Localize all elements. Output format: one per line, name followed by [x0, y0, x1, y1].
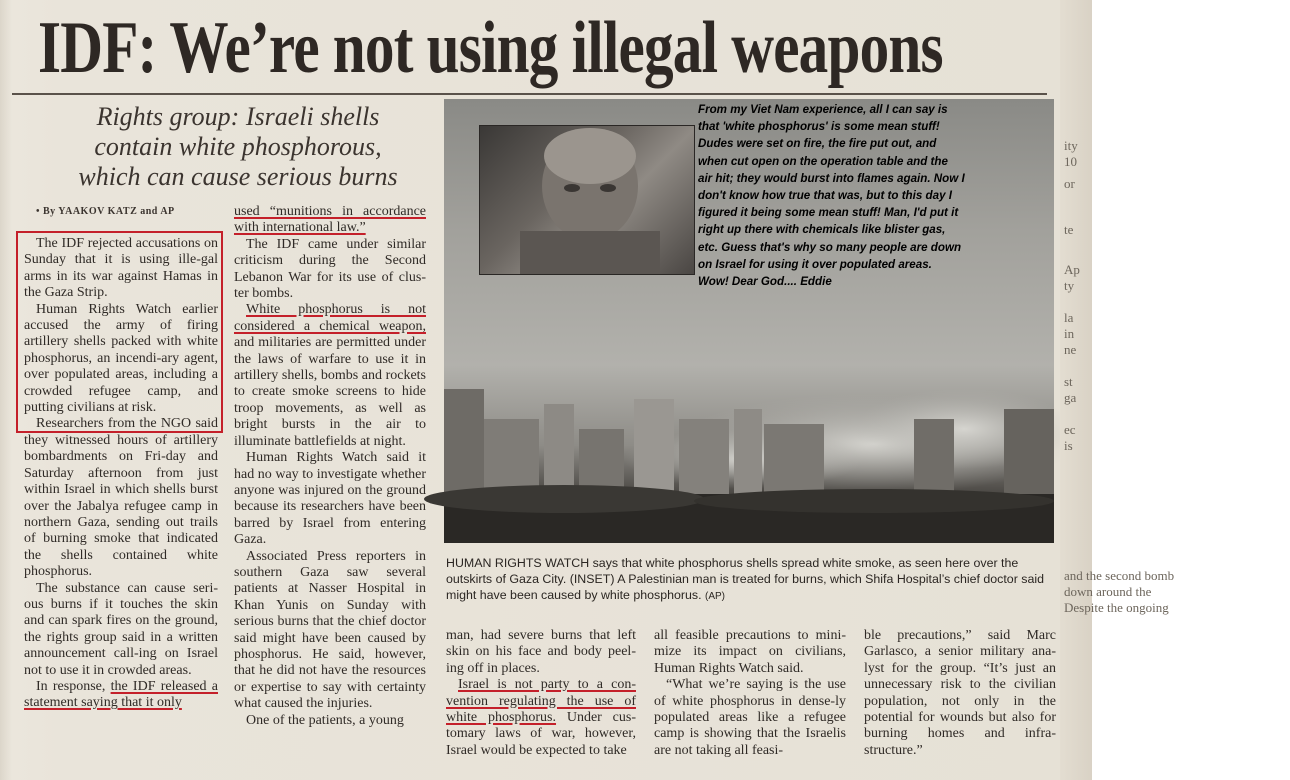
annotation-line: don't know how true that was, but to this day I	[698, 189, 952, 203]
injured-man-image	[480, 126, 694, 274]
paragraph	[446, 677, 636, 759]
fold-fragment: Ap	[1064, 262, 1080, 277]
article-column-4	[654, 628, 846, 759]
fold-fragment: and the second bomb	[1064, 568, 1175, 583]
annotation-line: when cut open on the operation table and the	[698, 154, 948, 168]
fold-fragment: Despite the ongoing	[1064, 600, 1169, 615]
underlined-text: Israel is not party to a con-vention regulating the use of white phosphorus.	[446, 677, 636, 726]
fold-fragment: in	[1064, 326, 1075, 341]
annotation-line: etc. Guess that's why so many people are down	[698, 240, 962, 254]
fold-fragment: st	[1064, 374, 1073, 389]
article-column-5	[864, 628, 1056, 759]
annotation-line: on Israel for using it over populated areas.	[698, 257, 932, 271]
paragraph: man, had severe burns that left skin on his face and body peel-ing off in places.	[446, 628, 636, 676]
fold-fragment: is	[1064, 438, 1073, 453]
paragraph: Researchers from the NGO said they witnessed hours of artillery bombardments on Fri-day and Saturday afternoon from just within Israel in which shells burst over the Jabalya refugee camp in northern Gaza, sending out trails of burning smoke that indicated the shells contained white phosphorus.	[24, 416, 218, 580]
paragraph: The IDF came under similar criticism during the Second Lebanon War for its use of clus-ter bombs.	[234, 236, 426, 302]
paragraph: “What we’re saying is the use of white phosphorus in dense-ly populated areas like a refugee camp is showing that the Israelis are not taking all feasi-	[654, 677, 846, 758]
paragraph: ble precautions,” said Marc Garlasco, a senior military ana-lyst for the group. “It’s just an unnecessary risk to the civilian population, not only in the potential for wounds but also for burning homes and infra-structure.”	[864, 628, 1056, 758]
paragraph: Human Rights Watch said it had no way to investigate whether anyone was injured on the ground because its researchers have been barred by Israel from entering Gaza.	[234, 450, 426, 548]
paragraph: One of the patients, a young	[246, 712, 404, 728]
underlined-text: used “munitions in accordance with international law.”	[234, 204, 426, 236]
byline: • By YAAKOV KATZ and AP	[36, 206, 175, 217]
article-column-3	[446, 628, 636, 759]
paragraph	[234, 302, 426, 450]
paragraph: The IDF rejected accusations on Sunday that it is using ille-gal arms in its war against Hamas in the Gaza Strip.	[24, 236, 218, 301]
fold-fragment: 10	[1064, 154, 1077, 169]
red-highlight-box	[16, 231, 223, 433]
fold-fragment: ne	[1064, 342, 1077, 357]
fold-fragment: ec	[1064, 422, 1076, 437]
headline: IDF: We’re not using illegal weapons	[38, 7, 943, 89]
annotation-line: right up there with chemicals like blister gas,	[698, 223, 946, 237]
paragraph-text: and militaries are permitted under the laws of warfare to use it in artillery shells, bombs and rockets to create smoke screens to hide troop movements, as well as bright bursts in the air to illuminate battlefields at night.	[234, 335, 426, 449]
headline-rule	[12, 93, 1047, 95]
fold-fragment: ity	[1064, 138, 1078, 153]
fold-fragment: la	[1064, 310, 1074, 325]
paragraph: Associated Press reporters in southern Gaza saw several patients at Nasser Hospital in Khan Yunis on Sunday with serious burns that the chief doctor said might have been caused by phosphorus. He said, however, that he did not have the resources or expertise to say with certainty what caused the injuries.	[234, 548, 426, 712]
caption-text: HUMAN RIGHTS WATCH says that white phosphorus shells spread white smoke, as seen here over the outskirts of Gaza City. (INSET) A Palestinian man is treated for burns, which Shifa Hospital’s chief doctor said might have been caused by white phosphorus.	[446, 556, 1044, 602]
fold-fragment: te	[1064, 222, 1074, 237]
annotation-line: air hit; they would burst into flames again. Now I	[698, 171, 965, 185]
annotation-line: Wow! Dear God.... Eddie	[698, 275, 832, 289]
paragraph: all feasible precautions to mini-mize its impact on civilians, Human Rights Watch said.	[654, 628, 846, 676]
fold-fragment: ty	[1064, 278, 1075, 293]
paragraph-text: In response,	[36, 678, 111, 694]
subheadline-line: Rights group: Israeli shells	[96, 102, 380, 131]
fold-fragment: down around the	[1064, 584, 1152, 599]
subheadline-line: which can cause serious burns	[78, 162, 398, 191]
fold-fragment: or	[1064, 176, 1075, 191]
paragraph-text: Under cus-tomary laws of war, however, Israel would be expected to take	[446, 710, 637, 758]
annotation-line: From my Viet Nam experience, all I can say is	[698, 103, 948, 116]
inset-photo	[479, 125, 695, 275]
annotation-line: that 'white phosphorus' is some mean stuff!	[698, 120, 940, 134]
fold-fragment: ga	[1064, 390, 1077, 405]
subheadline-line: contain white phosphorous,	[94, 132, 382, 161]
underlined-text: the IDF released a statement saying that it only	[24, 678, 218, 711]
photo-caption	[446, 555, 1060, 605]
annotation-line: figured it being some mean stuff! Man, I'd put it	[698, 206, 959, 220]
paragraph	[24, 679, 218, 712]
photo-credit: (AP)	[705, 591, 726, 602]
paragraph: The substance can cause seri-ous burns if it touches the skin and can spark fires on the ground, the rights group said in a written announcement call-ing on Israel not to use it in crowded areas.	[24, 580, 218, 678]
reader-annotation	[698, 101, 988, 290]
paragraph	[234, 204, 426, 237]
article-column-2	[234, 204, 426, 729]
subheadline	[40, 102, 436, 192]
paragraph: Human Rights Watch earlier accused the army of firing artillery shells packed with white phosphorus, an incendi-ary agent, over populated areas, including a crowded refugee camp, and putting civilians at risk.	[24, 301, 218, 416]
underlined-text: White phosphorus is not considered a chemical weapon,	[234, 302, 426, 334]
annotation-line: Dudes were set on fire, the fire put out, and	[698, 137, 937, 151]
